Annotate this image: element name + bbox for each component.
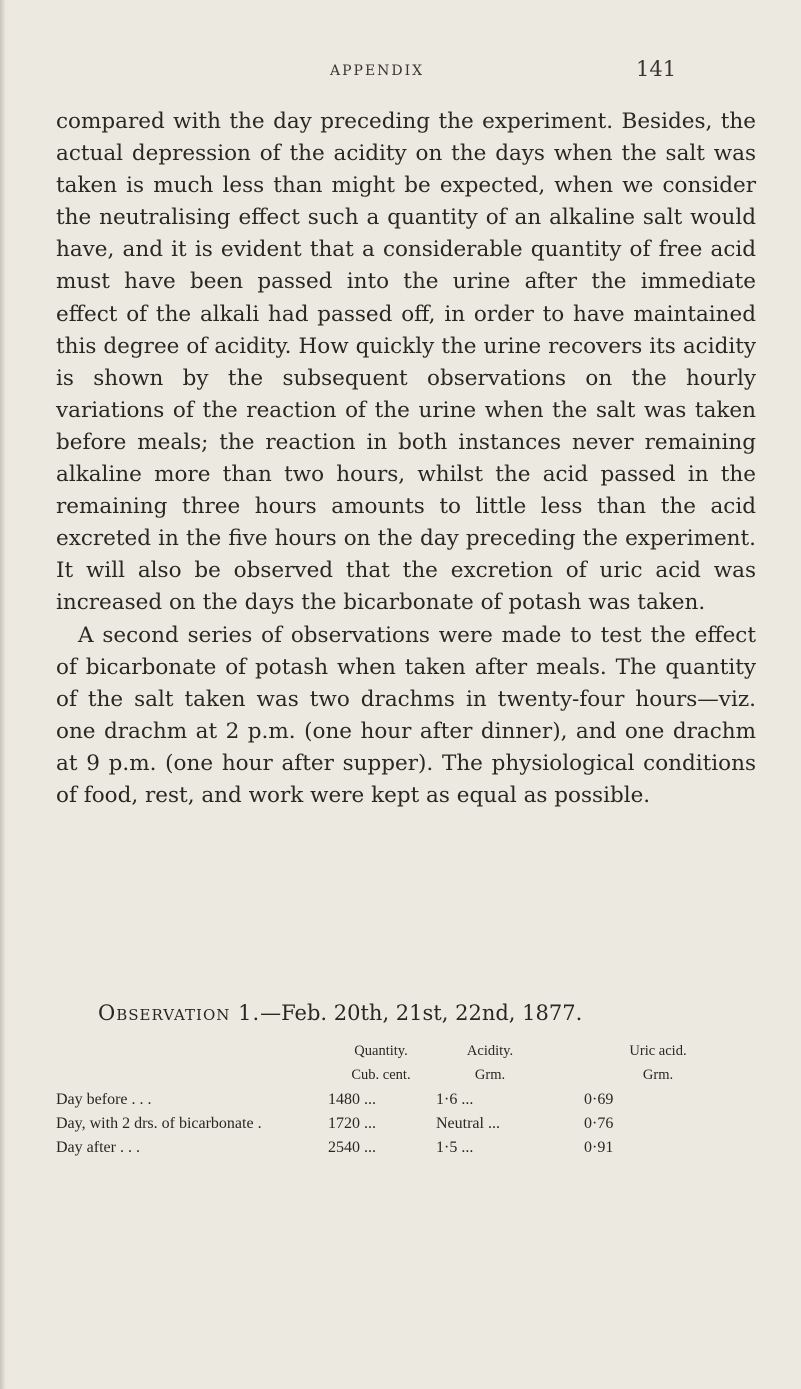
- row-label: Day, with 2 drs. of bicarbonate .: [56, 1115, 262, 1132]
- paragraph-2: A second series of observations were made to test the effect of bicarbonate of potash when taken after meals. The quantity of the salt taken was two drachms in twenty-four hours—viz. one drachm at 2 p.m. (one hour after dinner), and one drachm at 9 p.m. (one hour after supper). The physiological conditions of food, rest, and work were kept as equal as possible.: [56, 622, 756, 808]
- table-row: [56, 1139, 776, 1163]
- table-unit-row: [56, 1067, 776, 1091]
- table-row: [56, 1091, 776, 1115]
- col-unit-acidity: Grm.: [474, 1067, 506, 1083]
- paragraph-1: compared with the day preceding the experiment. Besides, the actual depression of the acidity on the days when the salt was taken is much less than might be expected, when we consider the neutralising effect such a quantity of an alkaline salt would have, and it is evident that a considerable quantity of free acid must have been passed into the urine after the immediate effect of the alkali had passed off, in order to have maintained this degree of acidity. How quickly the urine recovers its acidity is shown by the subsequent observations on the hourly variations of the reaction of the urine when the salt was taken before meals; the reaction in both instances never remaining alkaline more than two hours, whilst the acid passed in the remaining three hours amounts to little less than the acid excreted in the five hours on the day preceding the experiment. It will also be observed that the excretion of uric acid was increased on the days the bicarbonate of potash was taken.: [56, 109, 756, 616]
- col-header-uric: Uric acid.: [629, 1043, 687, 1059]
- cell-quantity: 2540 ...: [328, 1139, 376, 1156]
- observation-heading: [98, 1001, 582, 1025]
- page-edge-shadow: [0, 0, 6, 1389]
- cell-quantity: 1480 ...: [328, 1091, 376, 1108]
- cell-acidity: 1·5 ...: [436, 1139, 474, 1156]
- col-header-quantity: Quantity.: [354, 1043, 408, 1059]
- row-label: Day before . . .: [56, 1091, 152, 1108]
- running-title: APPENDIX: [330, 63, 425, 79]
- observation-dates: —Feb. 20th, 21st, 22nd, 1877.: [260, 1001, 583, 1025]
- col-unit-quantity: Cub. cent.: [351, 1067, 411, 1083]
- cell-uric: 0·69: [584, 1091, 614, 1108]
- col-header-acidity: Acidity.: [466, 1043, 514, 1059]
- cell-acidity: 1·6 ...: [436, 1091, 474, 1108]
- observation-label: Observation 1.: [98, 1001, 261, 1025]
- table-header-row: [56, 1043, 776, 1067]
- page-number: 141: [636, 57, 677, 81]
- row-label: Day after . . .: [56, 1139, 140, 1156]
- page-header: [0, 55, 801, 95]
- cell-quantity: 1720 ...: [328, 1115, 376, 1132]
- cell-acidity: Neutral ...: [436, 1115, 500, 1132]
- body-text: [56, 106, 756, 812]
- results-table: [56, 1043, 776, 1163]
- cell-uric: 0·76: [584, 1115, 614, 1132]
- cell-uric: 0·91: [584, 1139, 614, 1156]
- table-row: [56, 1115, 776, 1139]
- col-unit-uric: Grm.: [642, 1067, 674, 1083]
